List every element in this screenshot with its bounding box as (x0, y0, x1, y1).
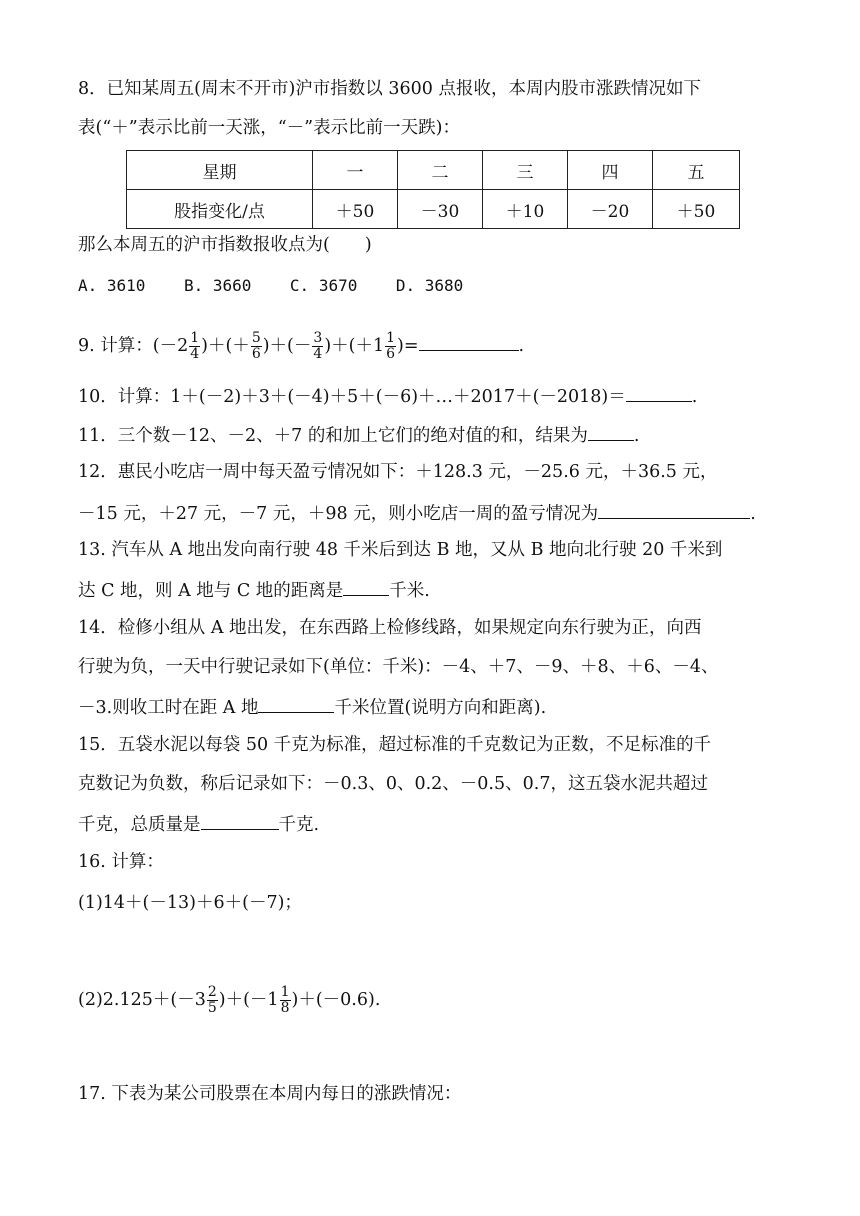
fraction-denominator: 5 (207, 1000, 217, 1016)
q9-expression (78, 331, 524, 362)
q13-line1: 13. 汽车从 A 地出发向南行驶 48 千米后到达 B 地，又从 B 地向北行驶 20 千米到 (78, 540, 723, 560)
q16-fraction-1 (207, 985, 218, 1016)
fraction-denominator: 4 (313, 346, 323, 362)
q14-text: －3.则收工时在距 A 地 (78, 698, 259, 718)
table-change-cell: －20 (568, 190, 653, 229)
q9-term3-close: )＋(＋1 (324, 336, 385, 356)
answer-blank[interactable] (419, 332, 519, 351)
table-header-label: 星期 (127, 151, 313, 190)
q9-fraction-3 (312, 331, 323, 362)
answer-blank[interactable] (626, 383, 692, 402)
q8-question: 那么本周五的沪市指数报收点为( ) (78, 235, 372, 255)
table-day-cell: 三 (483, 151, 568, 190)
q12-line2 (78, 500, 756, 526)
fraction-numerator: 1 (190, 330, 200, 346)
table-row-label: 股指变化/点 (127, 190, 313, 229)
fraction-denominator: 6 (386, 346, 396, 362)
q13-unit: 千米. (389, 581, 430, 601)
table-day-cell: 一 (313, 151, 398, 190)
q8-line2: 表(“＋”表示比前一天涨，“－”表示比前一天跌)： (78, 118, 460, 138)
q16-part2 (78, 985, 380, 1016)
table-row (127, 151, 740, 190)
fraction-numerator: 1 (280, 984, 290, 1000)
q10-end: . (691, 387, 698, 407)
table-day-cell: 四 (568, 151, 653, 190)
q15-text: 千克，总质量是 (78, 815, 201, 835)
q8-options: A. 3610 B. 3660 C. 3670 D. 3680 (78, 276, 464, 295)
stock-change-table (126, 150, 740, 229)
answer-blank[interactable] (258, 694, 334, 713)
table-day-cell: 五 (653, 151, 740, 190)
q10-line (78, 383, 697, 409)
fraction-denominator: 6 (251, 346, 261, 362)
q16-title: 16. 计算： (78, 852, 164, 872)
fraction-numerator: 2 (207, 984, 217, 1000)
q9-term1-close: )＋(＋ (201, 336, 250, 356)
q9-term1-open: (－2 (152, 336, 189, 356)
q9-fraction-2 (251, 331, 262, 362)
table-change-cell: －30 (398, 190, 483, 229)
fraction-denominator: 8 (280, 1000, 290, 1016)
fraction-numerator: 1 (386, 330, 396, 346)
q15-line2: 克数记为负数，称后记录如下：－0.3、0、0.2、－0.5、0.7，这五袋水泥共超过 (78, 774, 708, 794)
q9-term2-close: )＋(－ (262, 336, 312, 356)
table-change-cell: ＋10 (483, 190, 568, 229)
q16-part2-open: (2)2.125＋(－3 (78, 990, 206, 1010)
fraction-denominator: 4 (190, 346, 200, 362)
answer-blank[interactable] (201, 811, 279, 830)
q14-text-end: 千米位置(说明方向和距离). (334, 698, 547, 718)
q11-end: . (633, 426, 640, 446)
q12-text: －15 元，＋27 元，－7 元，＋98 元，则小吃店一周的盈亏情况为 (78, 504, 599, 524)
q15-line1: 15．五袋水泥以每袋 50 千克为标准，超过标准的千克数记为正数，不足标准的千 (78, 735, 712, 755)
q14-line1: 14．检修小组从 A 地出发，在东西路上检修线路，如果规定向东行驶为正，向西 (78, 618, 702, 638)
q14-line3 (78, 694, 546, 720)
q9-term4-close: )= (397, 336, 419, 356)
fraction-numerator: 5 (251, 330, 261, 346)
table-change-cell: ＋50 (653, 190, 740, 229)
q12-line1: 12．惠民小吃店一周中每天盈亏情况如下：＋128.3 元，－25.6 元，＋36.5 元， (78, 462, 718, 482)
q9-prefix: 9. 计算： (78, 336, 153, 356)
q16-part2-mid: )＋(－1 (218, 990, 279, 1010)
table-row (127, 190, 740, 229)
q16-fraction-2 (280, 985, 291, 1016)
q15-unit: 千克. (278, 815, 320, 835)
answer-blank[interactable] (343, 577, 389, 596)
q9-fraction-4 (385, 331, 396, 362)
q16-part1: (1)14＋(－13)＋6＋(－7)； (78, 893, 302, 913)
q13-line2 (78, 577, 430, 603)
q12-end: . (750, 504, 756, 524)
q8-line1: 8．已知某周五(周末不开市)沪市指数以 3600 点报收，本周内股市涨跌情况如下 (78, 79, 701, 99)
q11-text: 11．三个数－12、－2、＋7 的和加上它们的绝对值的和，结果为 (78, 426, 588, 446)
q10-text: 10．计算：1＋(－2)＋3＋(－4)＋5＋(－6)＋…＋2017＋(－2018)＝ (78, 387, 626, 407)
table-day-cell: 二 (398, 151, 483, 190)
q9-end: . (518, 336, 525, 356)
q17-line: 17. 下表为某公司股票在本周内每日的涨跌情况： (78, 1084, 462, 1104)
q13-text: 达 C 地，则 A 地与 C 地的距离是 (78, 581, 344, 601)
table-change-cell: ＋50 (313, 190, 398, 229)
q11-line (78, 422, 639, 448)
fraction-numerator: 3 (313, 330, 323, 346)
answer-blank[interactable] (598, 500, 750, 519)
q15-line3 (78, 811, 319, 837)
answer-blank[interactable] (588, 422, 634, 441)
q16-part2-close: )＋(－0.6). (291, 990, 381, 1010)
q9-fraction-1 (189, 331, 200, 362)
q14-line2: 行驶为负，一天中行驶记录如下(单位：千米)：－4、＋7、－9、＋8、＋6、－4、 (78, 657, 719, 677)
